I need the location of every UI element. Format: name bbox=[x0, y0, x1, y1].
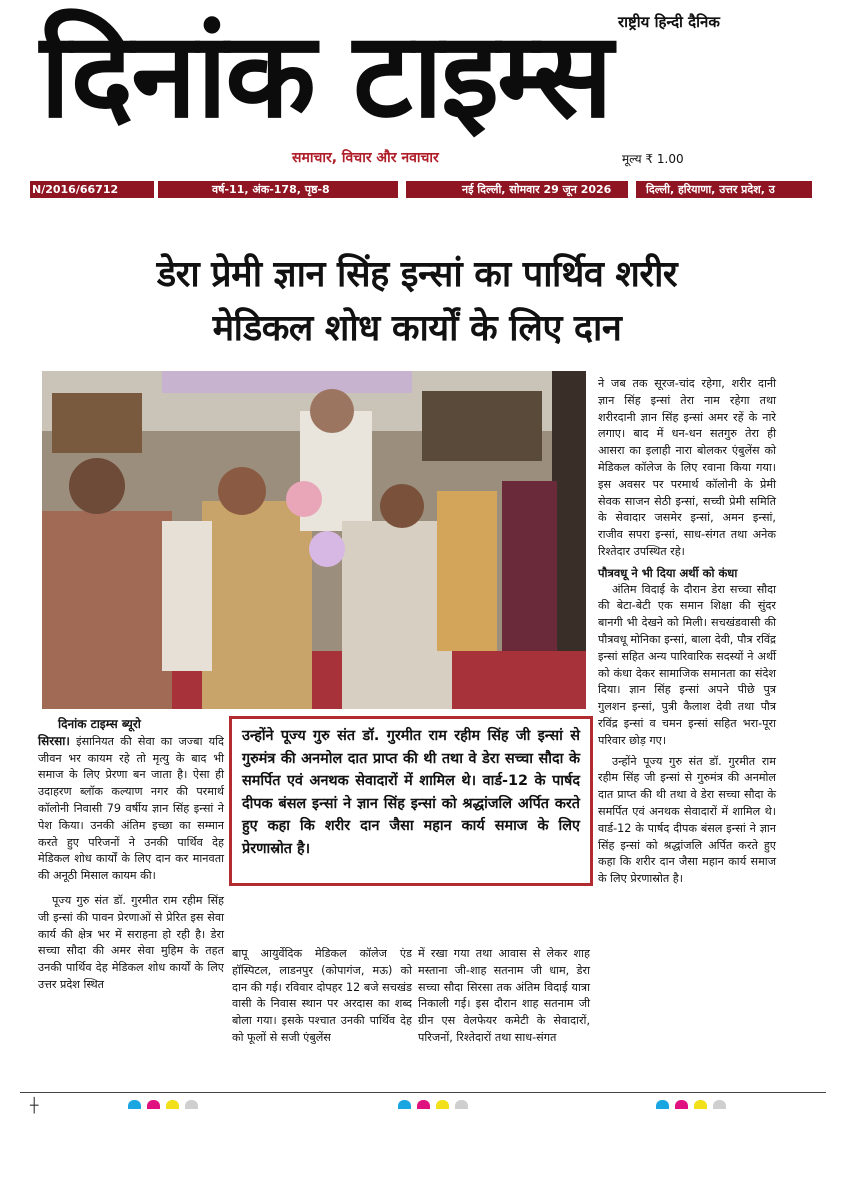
national-label: राष्ट्रीय हिन्दी दैनिक bbox=[618, 13, 720, 31]
article-paragraph: बापू आयुर्वेदिक मेडिकल कॉलेज एंड हॉस्पिटल, लाडनपुर (कोपागंज, मऊ) को दान की गई। रविवार दोपहर 12 बजे सचखंड वासी के निवास स्थान पर अरदास का शब्द बोला गया। इसके पश्चात उनकी पार्थिव देह को फूलों से सजी एंबुलेंस bbox=[232, 947, 412, 1044]
headline-line-2: मेडिकल शोध कार्यों के लिए दान bbox=[212, 308, 622, 349]
pull-quote-box bbox=[229, 716, 593, 886]
masthead-title: दिनांक टाइम्स bbox=[40, 5, 612, 144]
article-lead-text: इंसानियत की सेवा का जज्बा यदि जीवन भर कायम रहे तो मृत्यु के बाद भी समाज के लिए प्रेरणा बन जाता है। ऐसा ही उदाहरण ब्लॉक कल्याण नगर की परमार्थ कॉलोनी निवासी 79 वर्षीय ज्ञान सिंह इन्सां ने पेश किया। उनकी अंतिम इच्छा का सम्मान करते हुए परिजनों ने उनकी पार्थिव देह मेडिकल शोध कार्यों के लिए दान कर मानवता की अनूठी मिसाल कायम की। bbox=[38, 734, 224, 883]
footer-rule bbox=[20, 1092, 826, 1093]
article-paragraph: अंतिम विदाई के दौरान डेरा सच्चा सौदा की बेटा-बेटी एक समान शिक्षा की सुंदर बानगी भी देखने को मिली। सचखंडवासी की पौत्रवधू मोनिका इन्सां, बाला देवी, पौत्र रविंद्र इन्सां सहित अन्य पारिवारिक सदस्यों ने अर्थी को कंधा देकर सामाजिक समानता का संदेश दिया। ज्ञान सिंह इन्सां अपने पीछे पुत्र गुलशन इन्सां, पुत्री कैलाश देवी तथा पौत्र रविंद्र इन्सां व चमन इन्सां सहित भरा-पूरा परिवार छोड़ गए। bbox=[598, 582, 776, 747]
registration-dot-icon bbox=[455, 1100, 468, 1109]
registration-dot-icon bbox=[128, 1100, 141, 1109]
registration-dot-icon bbox=[694, 1100, 707, 1109]
news-photo bbox=[42, 371, 586, 709]
registration-dot-icon bbox=[147, 1100, 160, 1109]
registration-dot-icon bbox=[713, 1100, 726, 1109]
article-column-1 bbox=[38, 716, 224, 994]
registration-dot-icon bbox=[675, 1100, 688, 1109]
article-paragraph: उन्होंने पूज्य गुरु संत डॉ. गुरमीत राम रहीम सिंह जी इन्सां से गुरुमंत्र की अनमोल दात प्राप्त की थी तथा वे डेरा सच्चा सौदा के समर्पित एवं अनथक सेवादारों में शामिल थे। वार्ड-12 के पार्षद दीपक बंसल इन्सां ने ज्ञान सिंह इन्सां को श्रद्धांजलि अर्पित करते हुए कहा कि शरीर दान जैसा महान कार्य समाज के लिए प्रेरणास्रोत है। bbox=[598, 754, 776, 886]
funeral-procession-photo bbox=[42, 371, 586, 709]
masthead-tagline: समाचार, विचार और नवाचार bbox=[292, 150, 439, 166]
article-paragraph: में रखा गया तथा आवास से लेकर शाह मस्ताना जी-शाह सतनाम जी धाम, डेरा सच्चा सौदा सिरसा तक अंतिम विदाई यात्रा निकाली गई। इस दौरान शाह सतनाम जी ग्रीन एस वेलफेयर कमेटी के सेवादारों, परिजनों, रिश्तेदारों तथा साध-संगत bbox=[418, 947, 590, 1044]
headline-line-1: डेरा प्रेमी ज्ञान सिंह इन्सां का पार्थिव शरीर bbox=[156, 254, 678, 295]
registration-dot-icon bbox=[417, 1100, 430, 1109]
registration-number: N/2016/66712 bbox=[30, 181, 154, 198]
article-subhead: पौत्रवधू ने भी दिया अर्थी को कंधा bbox=[598, 565, 738, 580]
registration-dot-icon bbox=[166, 1100, 179, 1109]
crop-mark-icon: ┼ bbox=[30, 1098, 39, 1114]
registration-dot-icon bbox=[398, 1100, 411, 1109]
pull-quote-text: उन्होंने पूज्य गुरु संत डॉ. गुरमीत राम रहीम सिंह जी इन्सां से गुरुमंत्र की अनमोल दात प्राप्त की थी तथा वे डेरा सच्चा सौदा के समर्पित एवं अनथक सेवादारों में शामिल थे। वार्ड-12 के पार्षद दीपक बंसल इन्सां ने ज्ञान सिंह इन्सां को श्रद्धांजलि अर्पित करते हुए कहा कि शरीर दान जैसा महान कार्य समाज के लिए प्रेरणास्रोत है। bbox=[242, 728, 580, 857]
article-paragraph: पूज्य गुरु संत डॉ. गुरमीत राम रहीम सिंह जी इन्सां की पावन प्रेरणाओं से प्रेरित इस सेवा कार्य की क्षेत्र भर में सराहना हो रही है। डेरा सच्चा सौदा की अमर सेवा मुहिम के तहत उनकी पार्थिव देह मेडिकल शोध कार्यों के लिए उत्तर प्रदेश स्थित bbox=[38, 893, 224, 991]
article-column-3 bbox=[418, 946, 590, 1047]
price-label: मूल्य ₹ 1.00 bbox=[622, 152, 684, 166]
article-paragraph: ने जब तक सूरज-चांद रहेगा, शरीर दानी ज्ञान सिंह इन्सां तेरा नाम रहेगा तथा शरीरदानी ज्ञान सिंह इन्सां अमर रहें के नारे लगाए। बाद में धन-धन सतगुरु तेरा ही आसरा का इलाही नारा बोलकर एंबुलेंस को मेडिकल कॉलेज के लिए रवाना किया गया। इस अवसर पर परमार्थ कॉलोनी के प्रेमी सेवक साजन सेठी इन्सां, सच्ची प्रेमी समिति के सेवादार जसमेर इन्सां, अमन इन्सां, राजीव सपरा इन्सां, साध-संगत तथा अनेक रिश्तेदार उपस्थित रहे। bbox=[598, 377, 776, 558]
issue-regions: दिल्ली, हरियाणा, उत्तर प्रदेश, उ bbox=[636, 181, 812, 198]
registration-dot-icon bbox=[185, 1100, 198, 1109]
article-column-4 bbox=[598, 376, 776, 888]
issue-volume: वर्ष-11, अंक-178, पृष्ठ-8 bbox=[158, 181, 398, 198]
article-byline: दिनांक टाइम्स ब्यूरो bbox=[58, 717, 141, 731]
article-dateline: सिरसा। bbox=[38, 733, 70, 748]
registration-dot-icon bbox=[656, 1100, 669, 1109]
registration-dot-icon bbox=[436, 1100, 449, 1109]
article-column-2 bbox=[232, 946, 412, 1047]
issue-date: नई दिल्ली, सोमवार 29 जून 2026 bbox=[406, 181, 628, 198]
